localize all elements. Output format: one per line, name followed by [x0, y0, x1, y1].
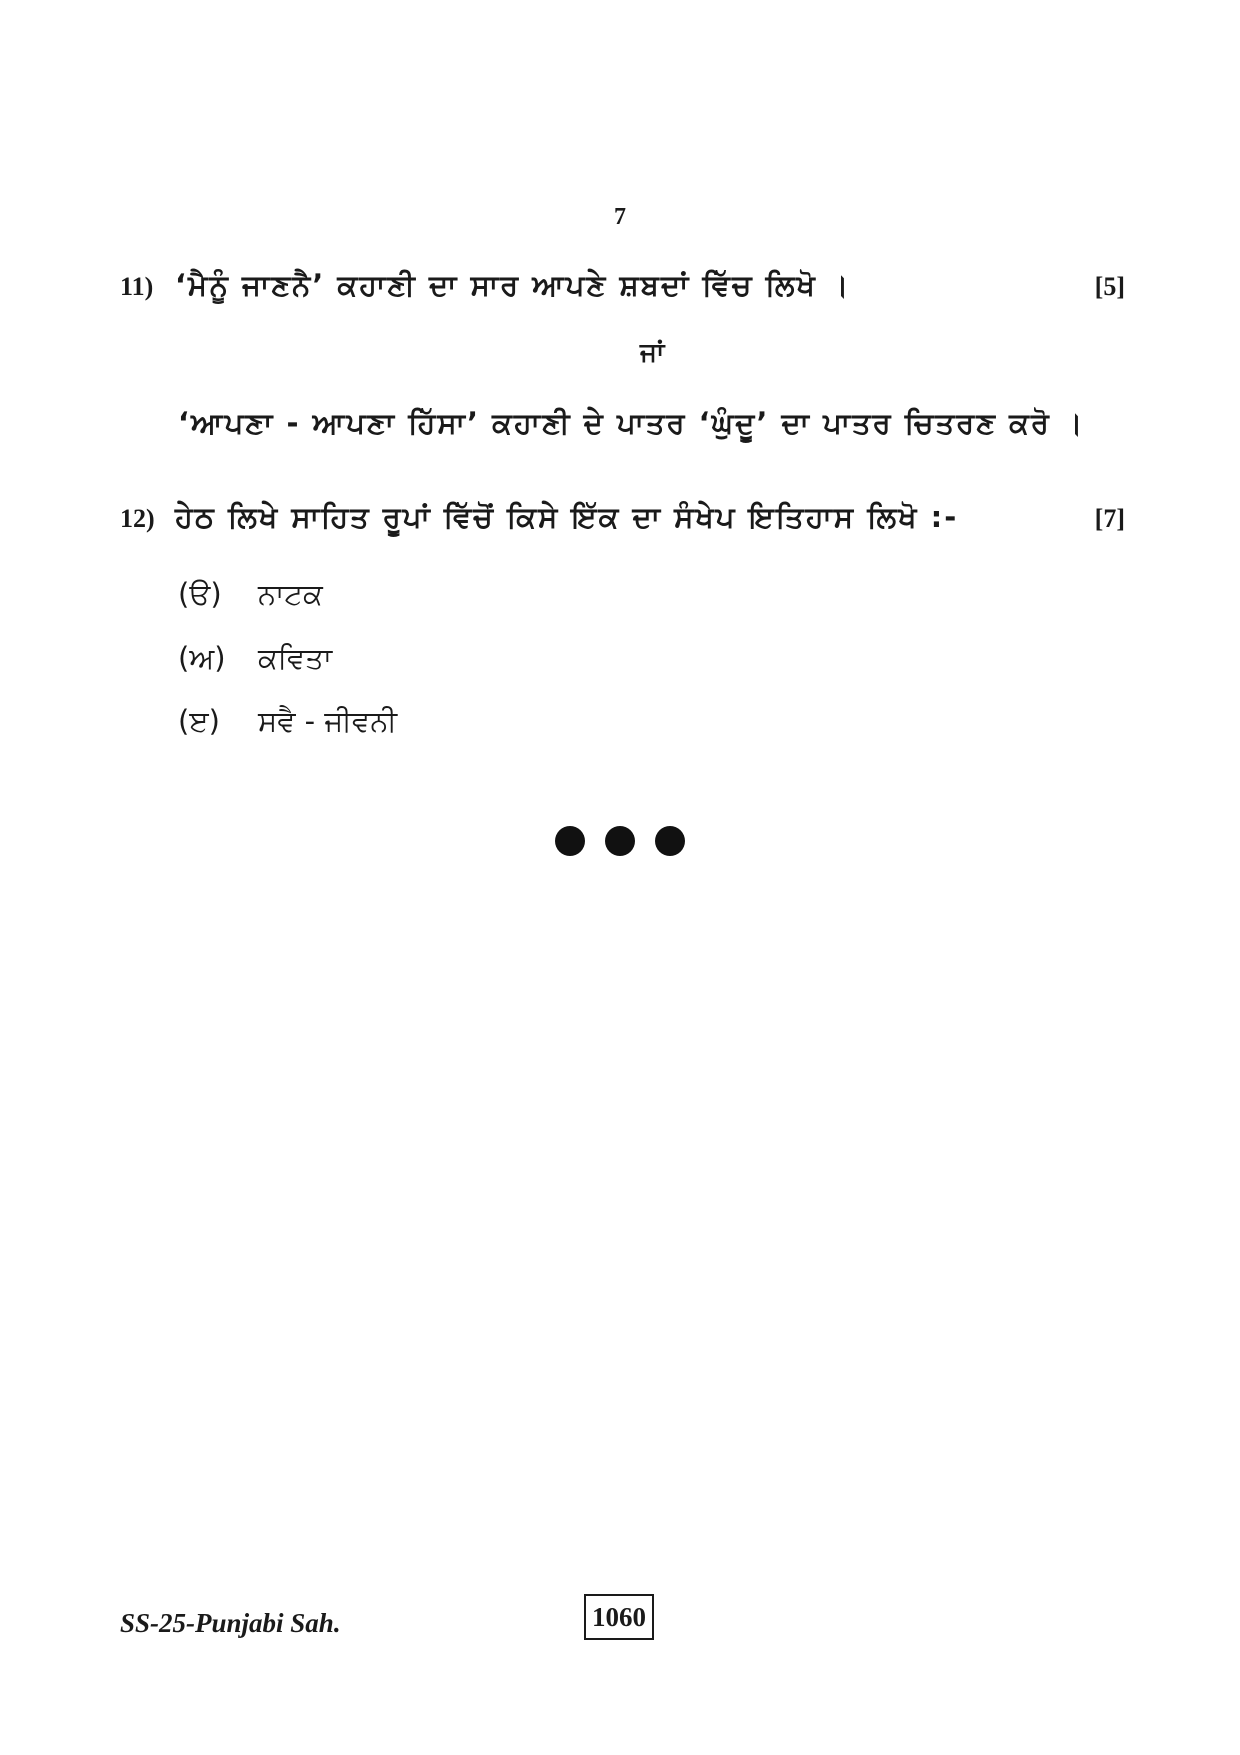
option-text: ਸਵੈ - ਜੀਵਨੀ	[258, 704, 398, 738]
option-text: ਨਾਟਕ	[258, 577, 323, 611]
option-item	[178, 704, 397, 739]
or-label: ਜਾਂ	[640, 338, 665, 368]
dot-icon	[605, 826, 635, 856]
option-label: (ੲ)	[178, 704, 220, 738]
option-label: (ੳ)	[178, 577, 222, 611]
paper-code: SS-25-Punjabi Sah.	[120, 1608, 341, 1638]
question-marks: [7]	[1094, 504, 1125, 533]
alternative-question-text: ‘ਆਪਣਾ - ਆਪਣਾ ਹਿੱਸਾ’ ਕਹਾਣੀ ਦੇ ਪਾਤਰ ‘ਘੁੰਦੂ’ ਦਾ ਪਾਤਰ ਚਿਤਰਣ ਕਰੋ ।	[178, 406, 1085, 440]
question-11	[120, 268, 1125, 303]
option-item	[178, 577, 323, 612]
paper-number-box: 1060	[584, 1594, 654, 1640]
question-text: ‘ਮੈਨੂੰ ਜਾਣਨੈ’ ਕਹਾਣੀ ਦਾ ਸਾਰ ਆਪਣੇ ਸ਼ਬਦਾਂ ਵਿੱਚ ਲਿਖੋ ।	[175, 268, 851, 302]
question-text: ਹੇਠ ਲਿਖੇ ਸਾਹਿਤ ਰੂਪਾਂ ਵਿੱਚੋਂ ਕਿਸੇ ਇੱਕ ਦਾ ਸੰਖੇਪ ਇਤਿਹਾਸ ਲਿਖੋ :-	[175, 500, 959, 534]
option-item	[178, 641, 332, 676]
dot-icon	[555, 826, 585, 856]
page-number: 7	[614, 204, 626, 230]
question-12	[120, 500, 1125, 535]
question-number: 11)	[120, 272, 154, 301]
question-number: 12)	[120, 504, 155, 533]
dot-icon	[655, 826, 685, 856]
end-of-paper-dots	[555, 826, 685, 856]
option-label: (ਅ)	[178, 641, 226, 675]
option-text: ਕਵਿਤਾ	[258, 641, 333, 675]
question-marks: [5]	[1094, 272, 1125, 301]
